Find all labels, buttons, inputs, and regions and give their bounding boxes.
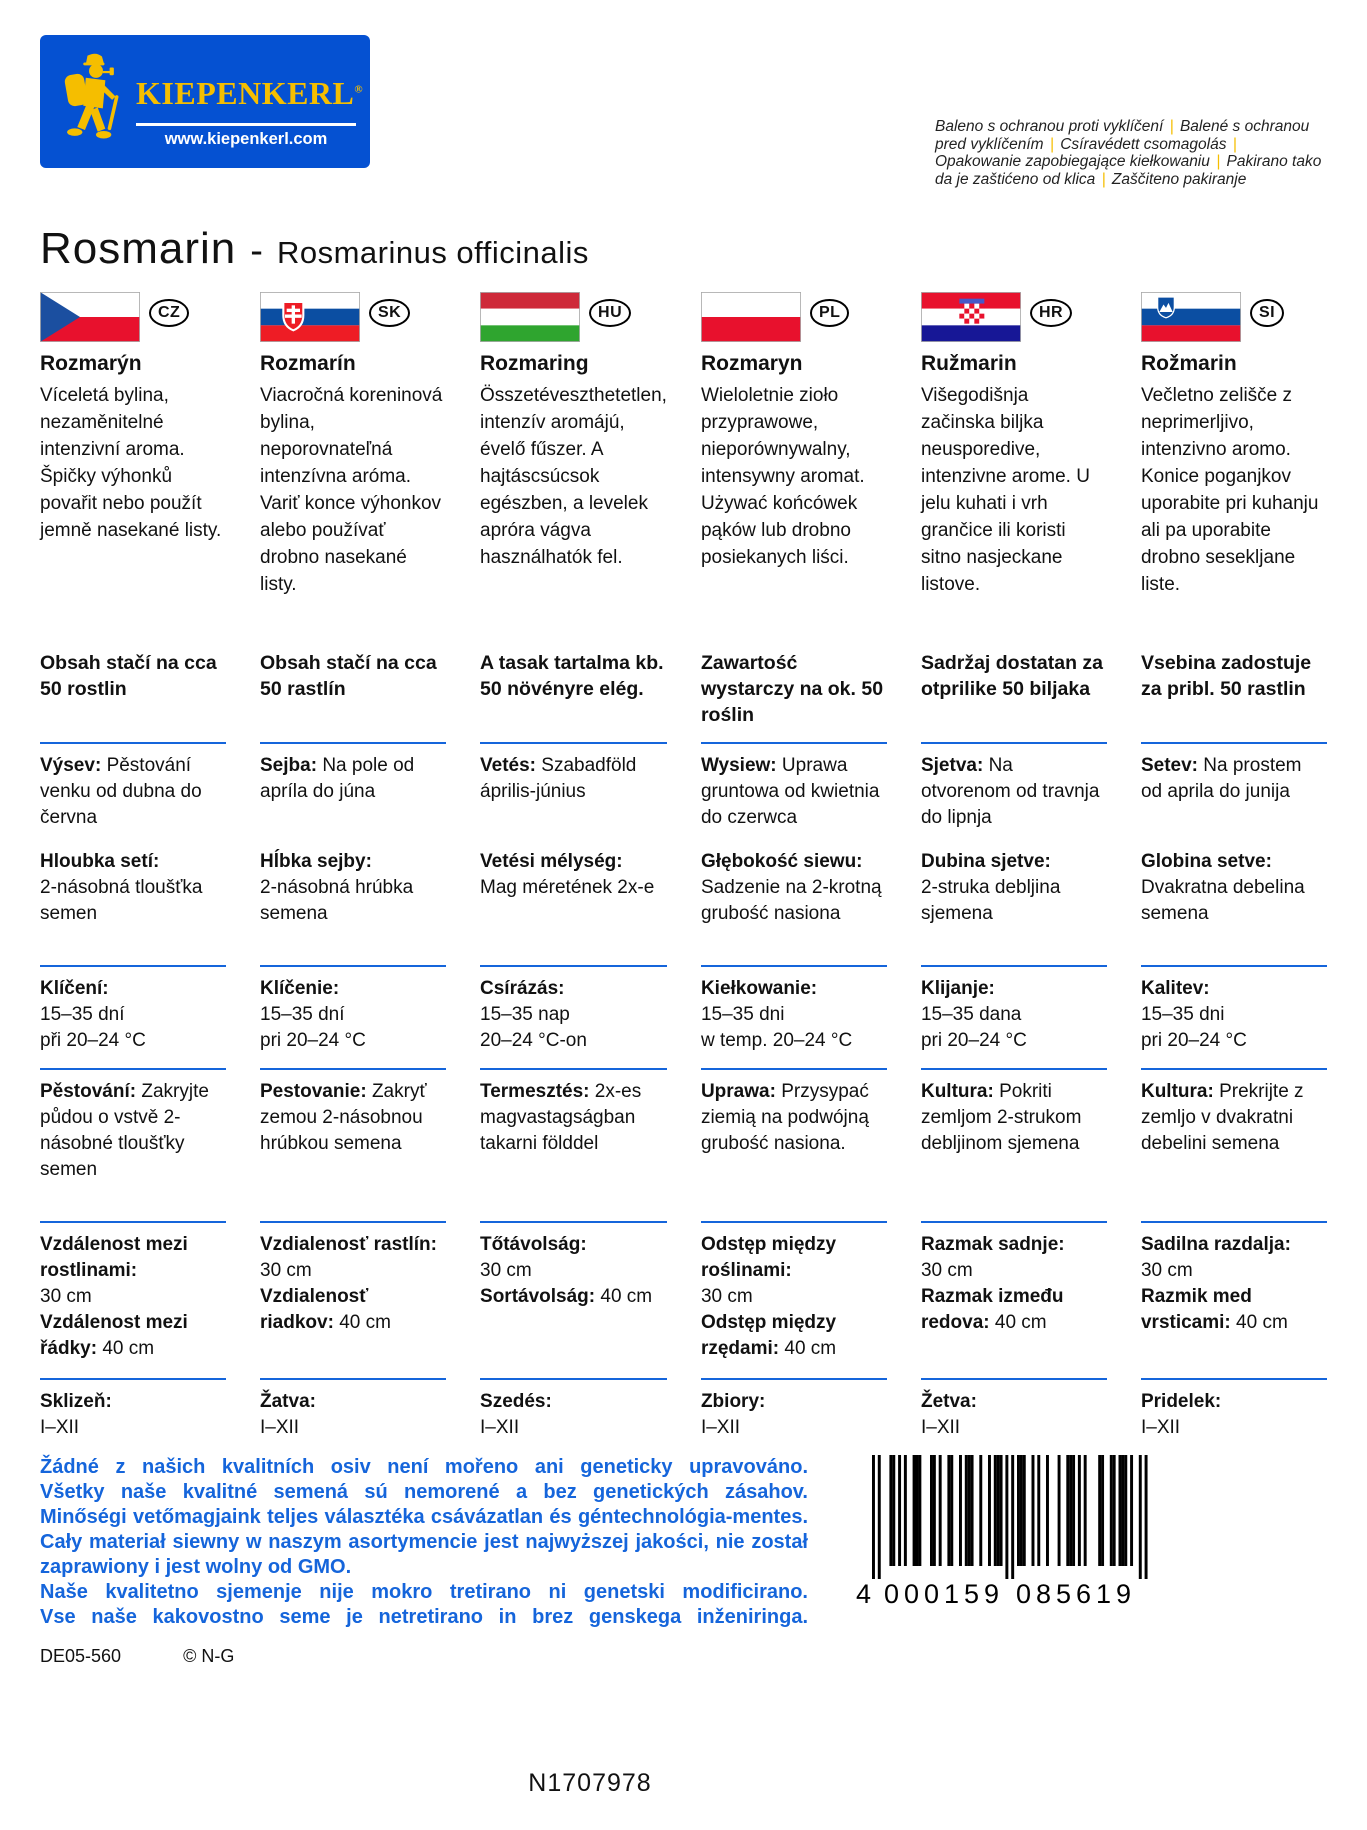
- harvest-section: Zbiory: I–XII: [700, 1391, 766, 1438]
- flag-cz-icon: [40, 292, 140, 342]
- protect-note-segment: Zaščiteno pakiranje: [1111, 170, 1247, 188]
- plant-name: Ružmarin: [920, 352, 1017, 375]
- harvest-section: Szedés: I–XII: [480, 1391, 552, 1438]
- content-sufficiency: Vsebina zadostuje za pribl. 50 rastlin: [1140, 652, 1312, 700]
- plant-title: Rosmarin: [40, 224, 237, 273]
- flag-row: [40, 292, 226, 346]
- divider: [480, 965, 667, 967]
- divider: [40, 1378, 226, 1380]
- sowing-section: Setev: Na prostem od aprila do junija: [1140, 755, 1302, 802]
- divider: [701, 742, 887, 744]
- divider: [480, 742, 667, 744]
- divider: [1141, 965, 1327, 967]
- sowing-depth-section: Dubina sjetve: 2-struka debljina sjemena: [920, 851, 1061, 924]
- spacing-section: Tőtávolság: 30 cm Sortávolság: 40 cm: [480, 1234, 653, 1307]
- flag-hr-icon: [921, 292, 1021, 342]
- plant-description: Večletno zelišče z neprimerljivo, intenzivno aromo. Konice poganjkov uporabite pri kuhanju ali pa uporabite drobno sesekljane liste.: [1140, 385, 1319, 595]
- divider: [260, 742, 446, 744]
- divider: [701, 965, 887, 967]
- divider: [480, 1068, 667, 1070]
- plant-name: Rozmarín: [260, 352, 356, 375]
- cultivation-section: Kultura: Pokriti zemljom 2-strukom debljinom sjemena: [920, 1081, 1082, 1154]
- spacing-section: Vzdálenost mezi rostlinami: 30 cm Vzdálenost mezi řádky: 40 cm: [40, 1234, 188, 1359]
- cultivation-section: Kultura: Prekrijte z zemljo v dvakratni debelini semena: [1140, 1081, 1304, 1154]
- content-sufficiency: A tasak tartalma kb. 50 növényre elég.: [480, 652, 664, 700]
- country-code-badge: SI: [1250, 299, 1284, 327]
- plant-name: Rozmarýn: [40, 352, 142, 375]
- protect-note-segment: Opakowanie zapobiegające kiełkowaniu: [935, 153, 1210, 170]
- disclaimer-line: Naše kvalitetno sjemenje nije mokro tretirano ni genetski modificirano.: [40, 1581, 808, 1603]
- content-sufficiency: Obsah stačí na cca 50 rostlin: [40, 652, 217, 700]
- plant-description: Wieloletnie zioło przyprawowe, nieporównywalny, intensywny aromat. Używać końcówek pąków lub drobno posiekanych liści.: [700, 385, 865, 568]
- divider: [260, 1221, 446, 1223]
- harvest-section: Pridelek: I–XII: [1140, 1391, 1222, 1438]
- plant-description: Viacročná koreninová bylina, neporovnateľná intenzívna aróma. Variť konce výhonkov alebo používať drobno nasekané listy.: [260, 385, 443, 595]
- pipe-separator: |: [1097, 170, 1110, 188]
- latin-name: Rosmarinus officinalis: [276, 235, 589, 270]
- divider: [40, 742, 226, 744]
- sowing-section: Vetés: Szabadföld április-június: [480, 755, 637, 802]
- kiepenkerl-logo: [40, 35, 370, 168]
- cultivation-section: Uprawa: Przysypać ziemią na podwójną grubość nasiona.: [700, 1081, 869, 1154]
- flag-row: [1141, 292, 1327, 346]
- cultivation-section: Pěstování: Zakryjte půdou o vstvě 2-násobné tloušťky semen: [40, 1081, 209, 1180]
- spacing-section: Odstęp między roślinami: 30 cm Odstęp między rzędami: 40 cm: [700, 1234, 837, 1359]
- sowing-section: Sejba: Na pole od apríla do júna: [260, 755, 415, 802]
- sowing-depth-section: Hĺbka sejby: 2-násobná hrúbka semena: [260, 851, 414, 924]
- germination-section: Klíčenie: 15–35 dní pri 20–24 °C: [260, 978, 366, 1051]
- flag-sk-icon: [260, 292, 360, 342]
- divider: [921, 1221, 1107, 1223]
- flag-row: [260, 292, 446, 346]
- plant-name: Rozmaryn: [700, 352, 803, 375]
- country-code-badge: HU: [589, 299, 631, 327]
- plant-name: Rozmaring: [480, 352, 589, 375]
- sowing-depth-section: Głębokość siewu: Sadzenie na 2-krotną grubość nasiona: [700, 851, 882, 924]
- header: [40, 35, 1327, 188]
- divider: [921, 742, 1107, 744]
- language-column-pl: [701, 292, 887, 1441]
- flag-si-icon: [1141, 292, 1241, 342]
- divider: [1141, 1378, 1327, 1380]
- divider: [260, 1068, 446, 1070]
- sowing-section: Sjetva: Na otvorenom od travnja do lipnja: [920, 755, 1100, 828]
- divider: [480, 1221, 667, 1223]
- harvest-section: Žatva: I–XII: [260, 1391, 316, 1438]
- language-column-hu: [480, 292, 667, 1441]
- footer-codes: [40, 1646, 1327, 1667]
- protect-note-segment: Baleno s ochranou proti vyklíčení: [935, 118, 1164, 135]
- flag-row: [701, 292, 887, 346]
- disclaimer-line: Žádné z našich kvalitních osiv není mořeno ani geneticky upravováno.: [40, 1456, 808, 1478]
- divider: [1141, 742, 1327, 744]
- divider: [480, 1378, 667, 1380]
- sowing-section: Výsev: Pěstování venku od dubna do června: [40, 755, 202, 828]
- flag-hu-icon: [480, 292, 580, 342]
- germination-section: Csírázás: 15–35 nap 20–24 °C-on: [480, 978, 587, 1051]
- germination-section: Kalitev: 15–35 dni pri 20–24 °C: [1140, 978, 1247, 1051]
- divider: [260, 1378, 446, 1380]
- svg-text:4: 4: [856, 1579, 872, 1607]
- disclaimer-line: Všetky naše kvalitné semená sú nemorené a bez genetických zásahov.: [40, 1481, 808, 1503]
- disclaimer-line: Cały materiał siewny w naszym asortymencie jest najwyższej jakości, nie został zaprawiony i jest wolny od GMO.: [40, 1531, 808, 1578]
- divider: [40, 965, 226, 967]
- title-dash: -: [250, 230, 263, 272]
- pipe-separator: |: [1165, 118, 1178, 135]
- cultivation-section: Termesztés: 2x-es magvastagságban takarni földdel: [480, 1081, 642, 1154]
- divider: [260, 965, 446, 967]
- divider: [1141, 1221, 1327, 1223]
- language-column-hr: [921, 292, 1107, 1441]
- content-sufficiency: Obsah stačí na cca 50 rastlín: [260, 652, 437, 700]
- germination-section: Klíčení: 15–35 dní při 20–24 °C: [40, 978, 146, 1051]
- disclaimer-line: Vse naše kakovostno seme je netretirano in brez genskega inženiringa.: [40, 1606, 808, 1628]
- plant-description: Víceletá bylina, nezaměnitelné intenzivní aroma. Špičky výhonků povařit nebo použít jemně nasekané listy.: [40, 385, 222, 541]
- gmo-disclaimer: [40, 1455, 808, 1630]
- plant-description: Višegodišnja začinska biljka neusporedive, intenzivne arome. U jelu kuhati i vrh grančice ili koristi sitno nasjeckane listove.: [920, 385, 1090, 595]
- page-title: [40, 224, 1327, 276]
- protect-note-segment: Balené s ochranou pred vyklíčením: [935, 118, 1310, 153]
- pipe-separator: |: [1211, 153, 1225, 170]
- divider: [921, 1378, 1107, 1380]
- sowing-depth-section: Globina setve: Dvakratna debelina semena: [1140, 851, 1305, 924]
- protect-note-segment: Pakirano tako da je zaštićeno od klica: [935, 153, 1322, 188]
- content-sufficiency: Sadržaj dostatan za otprilike 50 biljaka: [920, 652, 1104, 700]
- brand-url: www.kiepenkerl.com: [164, 130, 328, 148]
- protect-note-segment: Csíravédett csomagolás: [1060, 135, 1227, 153]
- registered-mark: ®: [354, 83, 364, 96]
- flag-pl-icon: [701, 292, 801, 342]
- pipe-separator: |: [1228, 135, 1237, 153]
- divider: [701, 1068, 887, 1070]
- language-column-si: [1141, 292, 1327, 1441]
- spacing-section: Sadilna razdalja: 30 cm Razmik med vrsticami: 40 cm: [1140, 1234, 1291, 1333]
- svg-text:000159: 000159: [884, 1579, 999, 1607]
- divider: [921, 1068, 1107, 1070]
- sowing-depth-section: Hloubka setí: 2-násobná tloušťka semen: [40, 851, 203, 924]
- divider: [701, 1378, 887, 1380]
- bottom-row: [40, 1455, 1327, 1630]
- country-code-badge: HR: [1030, 299, 1072, 327]
- copyright-code: © N-G: [183, 1646, 235, 1666]
- kiepenkerl-man-icon: [62, 47, 130, 151]
- germination-protection-note: [935, 118, 1327, 188]
- divider: [921, 965, 1107, 967]
- plant-name: Rožmarin: [1140, 352, 1237, 375]
- content-sufficiency: Zawartość wystarczy na ok. 50 roślin: [700, 652, 884, 726]
- harvest-section: Sklizeň: I–XII: [40, 1391, 112, 1438]
- country-code-badge: CZ: [149, 299, 189, 327]
- divider: [701, 1221, 887, 1223]
- flag-row: [921, 292, 1107, 346]
- plant-description: Összetéveszthetetlen, intenzív aromájú, évelő fűszer. A hajtáscsúcsok egészben, a levelek apróra vágva használhatók fel.: [480, 385, 667, 568]
- logo-divider: [136, 123, 356, 126]
- batch-number: N1707978: [528, 1769, 652, 1797]
- germination-section: Klijanje: 15–35 dana pri 20–24 °C: [920, 978, 1027, 1051]
- language-column-sk: [260, 292, 446, 1441]
- country-code-badge: PL: [810, 299, 849, 327]
- spacing-section: Razmak sadnje: 30 cm Razmak između redova: 40 cm: [920, 1234, 1065, 1333]
- article-code: DE05-560: [40, 1646, 122, 1666]
- harvest-section: Žetva: I–XII: [920, 1391, 977, 1438]
- pipe-separator: |: [1045, 135, 1059, 153]
- divider: [40, 1068, 226, 1070]
- sowing-section: Wysiew: Uprawa gruntowa od kwietnia do czerwca: [700, 755, 880, 828]
- cultivation-section: Pestovanie: Zakryť zemou 2-násobnou hrúbkou semena: [260, 1081, 427, 1154]
- divider: [40, 1221, 226, 1223]
- language-column-cz: [40, 292, 226, 1441]
- svg-text:085619: 085619: [1016, 1579, 1131, 1607]
- barcode: [854, 1455, 1162, 1630]
- flag-row: [480, 292, 667, 346]
- brand-name: KIEPENKERL®: [136, 75, 364, 111]
- country-code-badge: SK: [369, 299, 410, 327]
- ean13-barcode-icon: [854, 1455, 1162, 1607]
- germination-section: Kiełkowanie: 15–35 dni w temp. 20–24 °C: [700, 978, 853, 1051]
- language-columns-grid: [40, 292, 1327, 1441]
- divider: [1141, 1068, 1327, 1070]
- sowing-depth-section: Vetési mélység: Mag méretének 2x-e: [480, 851, 655, 898]
- disclaimer-line: Minőségi vetőmagjaink teljes választéka csávázatlan és géntechnológia-mentes.: [40, 1506, 808, 1528]
- spacing-section: Vzdialenosť rastlín: 30 cm Vzdialenosť riadkov: 40 cm: [260, 1234, 437, 1333]
